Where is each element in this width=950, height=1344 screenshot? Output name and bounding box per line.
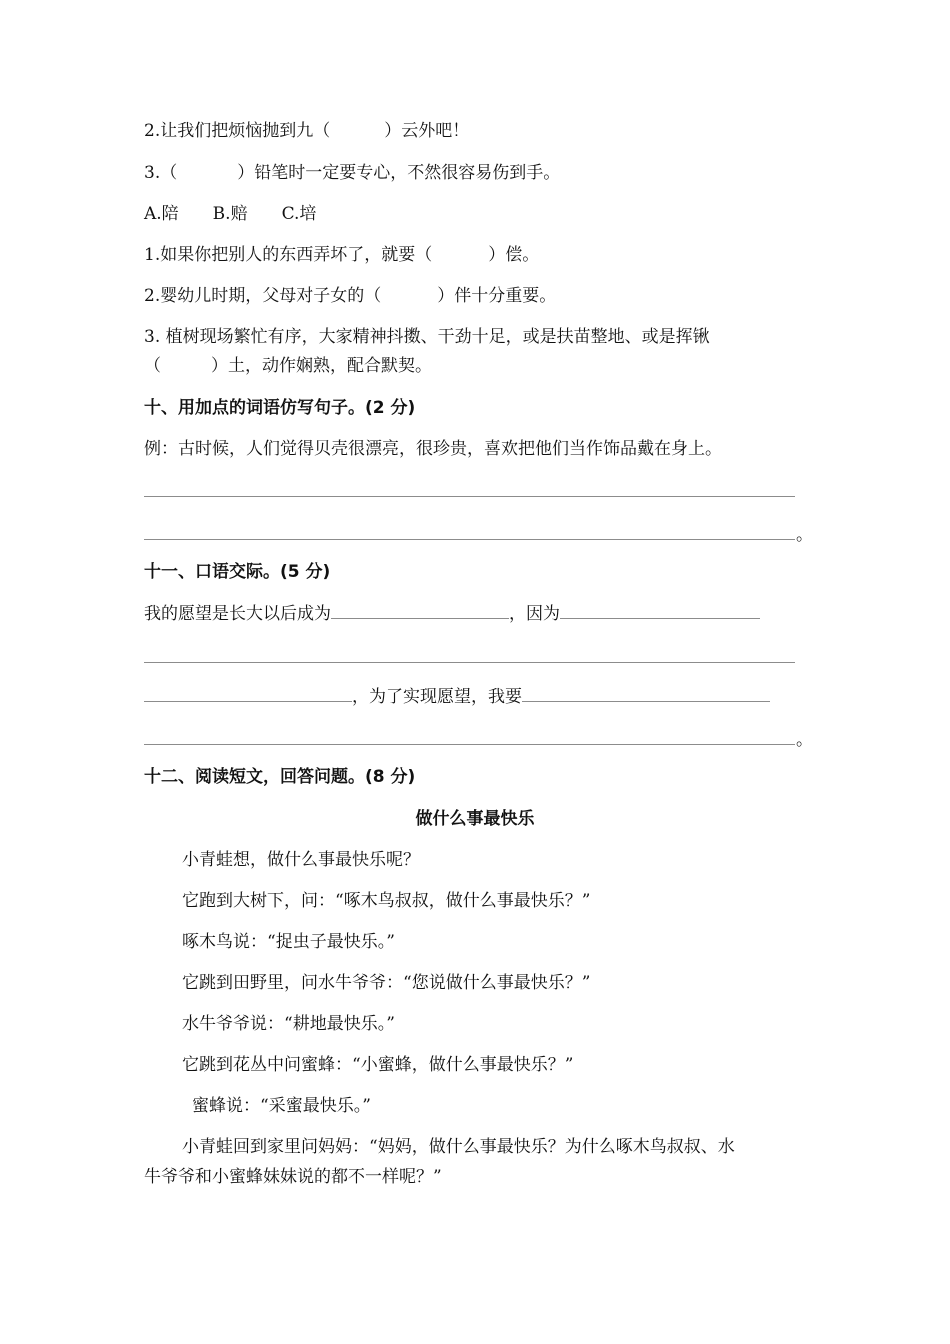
- story-paragraph: 它跳到田野里，问水牛爷爷：“您说做什么事最快乐？”: [182, 973, 591, 993]
- question-text: ）云外吧！: [384, 121, 470, 141]
- question-text: 3.（: [144, 163, 178, 183]
- story-paragraph: 它跑到大树下，问：“啄木鸟叔叔，做什么事最快乐？”: [182, 891, 591, 911]
- answer-blank[interactable]: [522, 685, 770, 702]
- question-3-line: 3. 植树现场繁忙有序，大家精神抖擞、干劲十足，或是扶苗整地、或是挥锹: [144, 327, 710, 347]
- answer-line[interactable]: [144, 539, 795, 540]
- section-12-title: 十二、阅读短文，回答问题。(8 分): [144, 767, 416, 787]
- wish-line-3: [144, 685, 770, 708]
- story-paragraph: 啄木鸟说：“捉虫子最快乐。”: [182, 932, 395, 952]
- story-paragraph: 它跳到花丛中问蜜蜂：“小蜜蜂，做什么事最快乐？”: [182, 1055, 574, 1075]
- question-2-line: [144, 285, 556, 307]
- question-text: ）铅笔时一定要专心，不然很容易伤到手。: [237, 163, 561, 183]
- options-line: A.陪 B.赔 C.培: [144, 204, 317, 224]
- question-3-line-2: [144, 355, 432, 377]
- question-text: ）土，动作娴熟，配合默契。: [211, 356, 432, 376]
- question-text: （: [144, 356, 161, 376]
- wish-prompt: 我的愿望是长大以后成为: [144, 604, 331, 624]
- answer-blank[interactable]: [331, 602, 509, 619]
- story-paragraph: 水牛爷爷说：“耕地最快乐。”: [182, 1014, 395, 1034]
- example-sentence: 例：古时候，人们觉得贝壳很漂亮，很珍贵，喜欢把他们当作饰品戴在身上。: [144, 439, 722, 459]
- end-mark: 。: [796, 730, 813, 750]
- section-10-title: 十、用加点的词语仿写句子。(2 分): [144, 398, 416, 418]
- wish-line-1: [144, 602, 760, 625]
- question-text: 2.婴幼儿时期，父母对子女的（: [144, 286, 382, 306]
- answer-blank[interactable]: [144, 685, 352, 702]
- answer-blank[interactable]: [560, 602, 760, 619]
- story-title: 做什么事最快乐: [415, 809, 535, 829]
- story-paragraph-continued: 牛爷爷和小蜜蜂妹妹说的都不一样呢？”: [144, 1167, 442, 1187]
- section-11-title: 十一、口语交际。(5 分): [144, 562, 331, 582]
- story-paragraph: 小青蛙回到家里问妈妈：“妈妈，做什么事最快乐？为什么啄木鸟叔叔、水: [182, 1137, 735, 1157]
- end-mark: 。: [796, 525, 813, 545]
- question-text: ）伴十分重要。: [437, 286, 557, 306]
- wish-prompt: ，为了实现愿望，我要: [352, 687, 522, 707]
- question-2-line: [144, 120, 469, 142]
- answer-line[interactable]: [144, 662, 795, 663]
- answer-line[interactable]: [144, 496, 795, 497]
- question-1-line: [144, 244, 539, 266]
- answer-line[interactable]: [144, 744, 795, 745]
- wish-prompt: ，因为: [509, 604, 560, 624]
- question-text: 1.如果你把别人的东西弄坏了，就要（: [144, 245, 433, 265]
- story-paragraph: 蜜蜂说：“采蜜最快乐。”: [192, 1096, 371, 1116]
- question-3-line: [144, 162, 560, 184]
- story-paragraph: 小青蛙想，做什么事最快乐呢？: [182, 850, 420, 870]
- question-text: ）偿。: [488, 245, 540, 265]
- question-text: 2.让我们把烦恼抛到九（: [144, 121, 331, 141]
